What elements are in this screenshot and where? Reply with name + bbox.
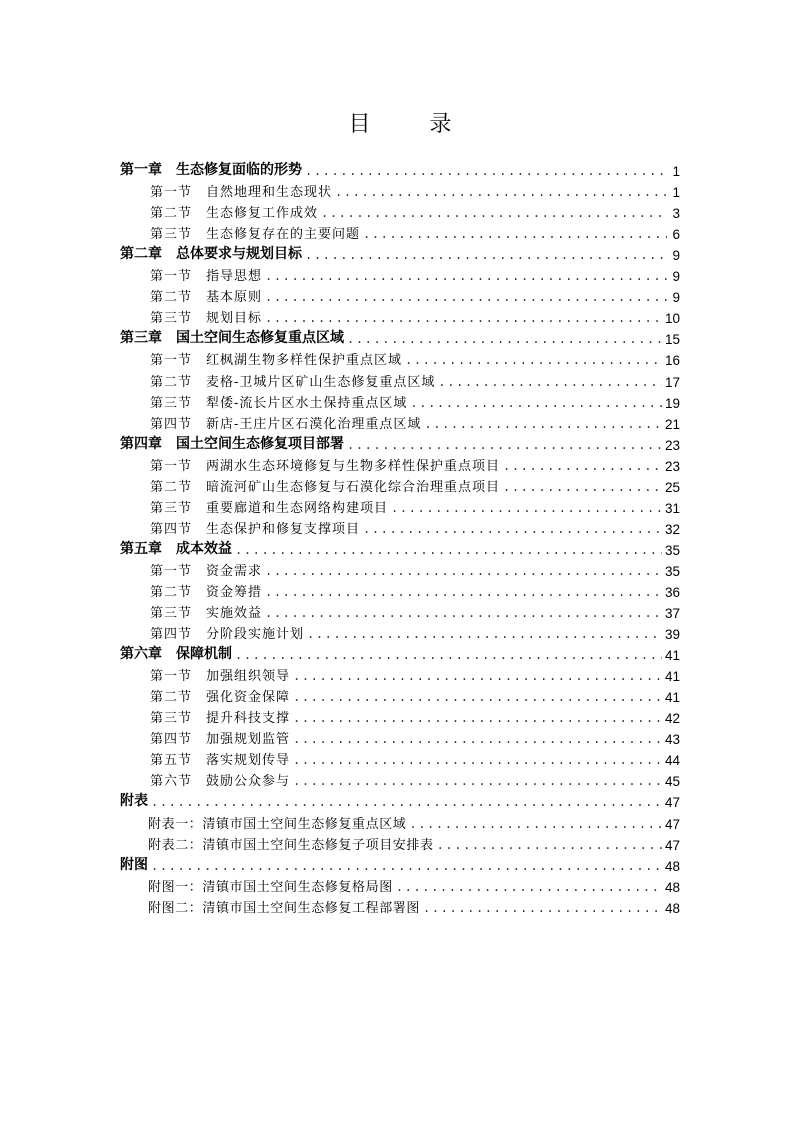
toc-entry-number: 第三节	[150, 395, 193, 411]
toc-page-number: 9	[672, 248, 680, 264]
toc-entry-label	[120, 876, 393, 895]
toc-entry-title: 加强组织领导	[206, 669, 291, 685]
toc-entry-title: 附表二：清镇市国土空间生态修复子项目安排表	[148, 837, 434, 853]
dot-leader	[293, 773, 662, 789]
dot-leader	[293, 689, 662, 705]
toc-chapter-entry[interactable]	[120, 326, 680, 347]
toc-page-number: 47	[664, 816, 680, 832]
toc-chapter-entry[interactable]	[120, 242, 680, 263]
toc-section-entry[interactable]	[120, 453, 680, 474]
toc-page-number: 37	[664, 606, 680, 622]
toc-entry-number: 第二节	[150, 374, 193, 390]
toc-page-number: 23	[664, 437, 680, 453]
toc-entry-title: 附表一：清镇市国土空间生态修复重点区域	[148, 816, 407, 832]
toc-entry-label	[120, 623, 304, 642]
toc-section-entry[interactable]	[120, 221, 680, 242]
toc-entry-number: 第二节	[150, 479, 193, 495]
toc-entry-title: 重要廊道和生态网络构建项目	[206, 500, 389, 516]
toc-section-entry[interactable]	[120, 179, 680, 200]
toc-entry-label	[120, 497, 388, 516]
toc-entry-title: 自然地理和生态现状	[206, 185, 333, 201]
toc-section-entry[interactable]	[120, 474, 680, 495]
toc-entry-title: 生态保护和修复支撑项目	[206, 521, 361, 537]
dot-leader	[151, 794, 662, 810]
toc-entry-label	[120, 897, 420, 916]
toc-section-entry[interactable]	[120, 684, 680, 705]
toc-page-number: 31	[664, 500, 680, 516]
dot-leader	[293, 752, 662, 768]
toc-page-number: 41	[664, 669, 680, 685]
toc-entry-label	[120, 749, 290, 768]
toc-entry-title: 生态修复工作成效	[206, 206, 319, 222]
toc-section-entry[interactable]	[120, 284, 680, 305]
toc-entry-title: 红枫湖生物多样性保护重点区域	[206, 353, 403, 369]
toc-entry-title: 指导思想	[206, 269, 263, 285]
toc-page-number: 48	[664, 858, 680, 874]
toc-entry-label	[120, 392, 407, 411]
toc-entry-number: 第四节	[150, 732, 193, 748]
toc-entry-label	[120, 728, 290, 747]
toc-entry-title: 生态修复面临的形势	[176, 162, 302, 179]
dot-leader	[423, 900, 662, 916]
toc-entry-number: 第二节	[150, 290, 193, 306]
toc-entry-title: 资金筹措	[206, 584, 263, 600]
toc-section-entry[interactable]	[120, 810, 680, 831]
toc-page-number: 16	[664, 353, 680, 369]
toc-entry-label	[120, 854, 148, 874]
toc-entry-number: 第一节	[150, 353, 193, 369]
toc-page-number: 41	[664, 690, 680, 706]
toc-entry-title: 加强规划监管	[206, 732, 291, 748]
toc-entry-title: 鼓励公众参与	[206, 774, 291, 790]
toc-section-entry[interactable]	[120, 747, 680, 768]
dot-leader	[503, 458, 662, 474]
dot-leader	[391, 500, 662, 516]
toc-entry-label	[120, 202, 318, 221]
toc-entry-label	[120, 243, 302, 263]
dot-leader	[265, 268, 667, 284]
toc-page-number: 48	[664, 879, 680, 895]
toc-section-entry[interactable]	[120, 368, 680, 389]
toc-chapter-entry[interactable]	[120, 642, 680, 663]
toc-entry-number: 第三节	[150, 227, 193, 243]
toc-page-number: 15	[664, 332, 680, 348]
toc-entry-label	[120, 813, 406, 832]
toc-page-number: 45	[664, 774, 680, 790]
toc-section-entry[interactable]	[120, 768, 680, 789]
dot-leader	[410, 395, 662, 411]
toc-page-number: 47	[664, 795, 680, 811]
toc-section-entry[interactable]	[120, 874, 680, 895]
toc-entry-number: 第四章	[120, 435, 162, 452]
toc-entry-label	[120, 581, 262, 600]
toc-entry-number: 第三节	[150, 711, 193, 727]
toc-page-number: 39	[664, 627, 680, 643]
toc-entry-title: 成本效益	[176, 540, 232, 557]
dot-leader	[363, 226, 667, 242]
toc-page-number: 1	[672, 185, 680, 201]
toc-entry-label	[120, 159, 302, 179]
dot-leader	[409, 816, 662, 832]
toc-page-number: 35	[664, 542, 680, 558]
dot-leader	[151, 858, 662, 874]
toc-entry-number: 第二章	[120, 246, 162, 263]
dot-leader	[307, 626, 662, 642]
toc-section-entry[interactable]	[120, 600, 680, 621]
toc-section-entry[interactable]	[120, 663, 680, 684]
toc-entry-title: 两湖水生态环境修复与生物多样性保护重点项目	[206, 458, 501, 474]
dot-leader	[265, 605, 662, 621]
toc-entry-number: 第六节	[150, 774, 193, 790]
toc-section-entry[interactable]	[120, 832, 680, 853]
toc-entry-title: 暗流河矿山生态修复与石漠化综合治理重点项目	[206, 479, 501, 495]
toc-section-entry[interactable]	[120, 411, 680, 432]
toc-section-entry[interactable]	[120, 347, 680, 368]
toc-entry-label	[120, 538, 232, 558]
toc-page-number: 44	[664, 753, 680, 769]
toc-entry-label	[120, 602, 262, 621]
toc-entry-title: 提升科技支撑	[206, 711, 291, 727]
toc-entry-label	[120, 223, 360, 242]
toc-page-number: 32	[664, 521, 680, 537]
toc-page-number: 1	[672, 164, 680, 180]
toc-entry-title: 国土空间生态修复重点区域	[176, 330, 344, 347]
dot-leader	[347, 331, 662, 347]
toc-entry-number: 第四节	[150, 627, 193, 643]
dot-leader	[396, 879, 662, 895]
toc-page-number: 17	[664, 374, 680, 390]
dot-leader	[265, 584, 662, 600]
toc-entry-label	[120, 455, 500, 474]
toc-entry-title: 犁倭-流长片区水土保持重点区域	[206, 395, 408, 411]
dot-leader	[335, 184, 667, 200]
toc-page-number: 19	[664, 395, 680, 411]
dot-leader	[405, 352, 662, 368]
toc-entry-title: 实施效益	[206, 606, 263, 622]
dot-leader	[265, 310, 662, 326]
dot-leader	[293, 731, 662, 747]
toc-section-entry[interactable]	[120, 895, 680, 916]
toc-entry-number: 第二节	[150, 584, 193, 600]
toc-entry-label	[120, 327, 344, 347]
toc-entry-title: 附表	[120, 793, 148, 810]
toc-entry-title: 附图	[120, 856, 148, 873]
toc-section-entry[interactable]	[120, 558, 680, 579]
toc-entry-number: 第三章	[120, 330, 162, 347]
toc-entry-number: 第一节	[150, 669, 193, 685]
toc-entry-title: 保障机制	[176, 646, 232, 663]
toc-page-number: 3	[672, 206, 680, 222]
toc-entry-number: 第二节	[150, 206, 193, 222]
toc-chapter-entry[interactable]	[120, 432, 680, 453]
toc-page-number: 10	[664, 311, 680, 327]
toc-section-entry[interactable]	[120, 726, 680, 747]
toc-page-number: 48	[664, 900, 680, 916]
dot-leader	[235, 647, 662, 663]
toc-entry-number: 第五章	[120, 540, 162, 557]
toc-entry-title: 规划目标	[206, 311, 263, 327]
toc-entry-number: 第四节	[150, 521, 193, 537]
toc-entry-title: 资金需求	[206, 563, 263, 579]
toc-page-number: 21	[664, 416, 680, 432]
toc-page-number: 47	[664, 837, 680, 853]
toc-entry-number: 第一节	[150, 185, 193, 201]
toc-entry-label	[120, 770, 290, 789]
toc-page-number: 23	[664, 458, 680, 474]
dot-leader	[293, 710, 662, 726]
toc-entry-title: 总体要求与规划目标	[176, 246, 302, 263]
toc-entry-label	[120, 349, 402, 368]
toc-section-entry[interactable]	[120, 200, 680, 221]
toc-page-number: 35	[664, 563, 680, 579]
dot-leader	[305, 163, 667, 179]
dot-leader	[424, 416, 662, 432]
dot-leader	[265, 563, 662, 579]
dot-leader	[347, 437, 662, 453]
toc-entry-label	[120, 265, 262, 284]
toc-entry-label	[120, 665, 290, 684]
toc-entry-label	[120, 433, 344, 453]
dot-leader	[305, 247, 667, 263]
toc-page-number: 42	[664, 711, 680, 727]
toc-entry-label	[120, 371, 435, 390]
toc-section-entry[interactable]	[120, 263, 680, 284]
toc-entry-label	[120, 790, 148, 810]
toc-entry-label	[120, 707, 290, 726]
toc-entry-number: 第一节	[150, 563, 193, 579]
toc-entry-title: 分阶段实施计划	[206, 627, 305, 643]
toc-entry-number: 第一节	[150, 269, 193, 285]
toc-entry-number: 第五节	[150, 753, 193, 769]
toc-entry-number: 第三节	[150, 606, 193, 622]
toc-page-number: 36	[664, 584, 680, 600]
toc-page-number: 41	[664, 648, 680, 664]
toc-entry-number: 第二节	[150, 690, 193, 706]
toc-entry-number: 第三节	[150, 500, 193, 516]
toc-entry-title: 附图一：清镇市国土空间生态修复格局图	[148, 879, 393, 895]
toc-entry-number: 第六章	[120, 646, 162, 663]
toc-chapter-entry[interactable]	[120, 853, 680, 874]
toc-entry-title: 生态修复存在的主要问题	[206, 227, 361, 243]
toc-entry-label	[120, 560, 262, 579]
toc-entry-label	[120, 307, 262, 326]
toc-entry-number: 第三节	[150, 311, 193, 327]
page-title: 目 录	[348, 112, 478, 137]
toc-entry-label	[120, 686, 290, 705]
toc-page-number: 6	[672, 227, 680, 243]
toc-chapter-entry[interactable]	[120, 789, 680, 810]
toc-entry-label	[120, 643, 232, 663]
toc-section-entry[interactable]	[120, 305, 680, 326]
toc-entry-title: 基本原则	[206, 290, 263, 306]
toc-page-number: 25	[664, 479, 680, 495]
dot-leader	[438, 374, 662, 390]
dot-leader	[437, 837, 662, 853]
toc-chapter-entry[interactable]	[120, 158, 680, 179]
dot-leader	[293, 668, 662, 684]
toc-entry-label	[120, 476, 500, 495]
toc-entry-title: 强化资金保障	[206, 690, 291, 706]
toc-section-entry[interactable]	[120, 516, 680, 537]
toc-entry-title: 附图二：清镇市国土空间生态修复工程部署图	[148, 900, 421, 916]
toc-entry-number: 第一章	[120, 162, 162, 179]
toc-page-number: 9	[672, 269, 680, 285]
toc-section-entry[interactable]	[120, 390, 680, 411]
toc-entry-label	[120, 834, 434, 853]
toc-page-number: 43	[664, 732, 680, 748]
table-of-contents	[120, 158, 680, 916]
toc-entry-label	[120, 518, 360, 537]
toc-entry-title: 新店-王庄片区石漠化治理重点区域	[206, 416, 422, 432]
toc-entry-title: 落实规划传导	[206, 753, 291, 769]
toc-entry-label	[120, 413, 421, 432]
toc-section-entry[interactable]	[120, 579, 680, 600]
toc-section-entry[interactable]	[120, 495, 680, 516]
toc-entry-number: 第四节	[150, 416, 193, 432]
toc-chapter-entry[interactable]	[120, 537, 680, 558]
dot-leader	[235, 542, 662, 558]
dot-leader	[265, 289, 667, 305]
toc-section-entry[interactable]	[120, 621, 680, 642]
toc-entry-number: 第一节	[150, 458, 193, 474]
toc-entry-title: 国土空间生态修复项目部署	[176, 435, 344, 452]
toc-section-entry[interactable]	[120, 705, 680, 726]
toc-entry-label	[120, 181, 332, 200]
toc-page-number: 9	[672, 290, 680, 306]
toc-entry-title: 麦格-卫城片区矿山生态修复重点区域	[206, 374, 436, 390]
dot-leader	[321, 205, 667, 221]
toc-entry-label	[120, 286, 262, 305]
dot-leader	[503, 479, 662, 495]
dot-leader	[363, 521, 662, 537]
